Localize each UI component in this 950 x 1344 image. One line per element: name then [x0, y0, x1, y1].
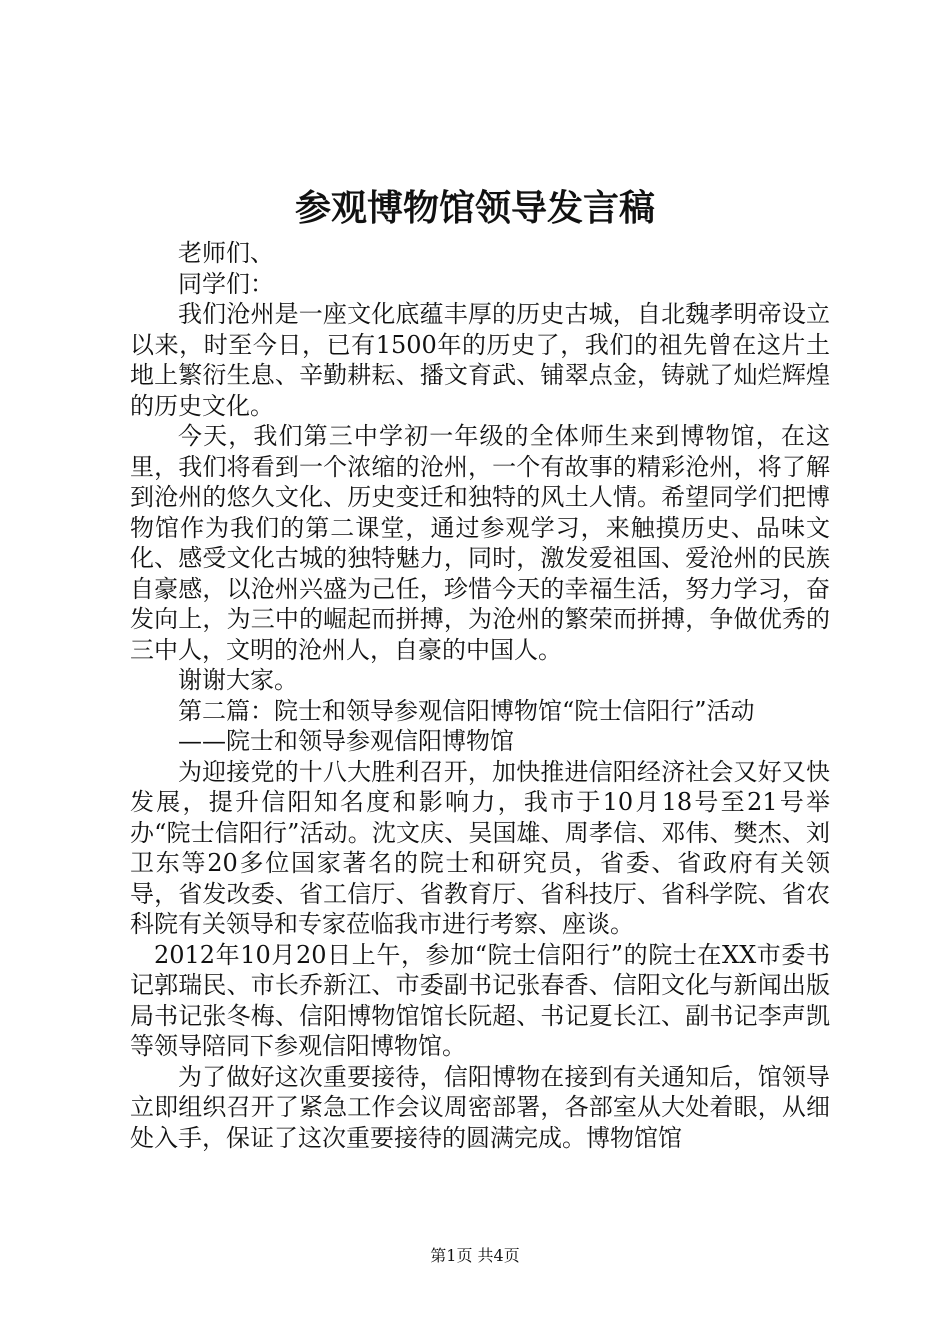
paragraph-event-intro: 为迎接党的十八大胜利召开，加快推进信阳经济社会又好又快发展，提升信阳知名度和影响力，我市于10月18号至21号举办“院士信阳行”活动。沈文庆、吴国雄、周孝信、邓伟、樊杰、刘卫东等20多位国家著名的院士和研究员，省委、省政府有关领导，省发改委、省工信厅、省教育厅、省科技厅、省科学院、省农科院有关领导和专家莅临我市进行考察、座谈。: [130, 757, 830, 938]
paragraph-event-date: 2012年10月20日上午，参加“院士信阳行”的院士在XX市委书记郭瑞民、市长乔新江、市委副书记张春香、信阳文化与新闻出版局书记张冬梅、信阳博物馆馆长阮超、书记夏长江、副书记李声凯等领导陪同下参观信阳博物馆。: [130, 940, 830, 1060]
paragraph-thanks: 谢谢大家。: [178, 666, 298, 694]
section-subheading: ——院士和领导参观信阳博物馆: [178, 727, 514, 755]
document-title: 参观博物馆领导发言稿: [294, 187, 655, 229]
section-heading: 第二篇：院士和领导参观信阳博物馆“院士信阳行”活动: [178, 696, 755, 725]
paragraph-salutation-students: 同学们：: [178, 269, 274, 298]
document-body: [130, 238, 830, 1153]
paragraph-salutation-teachers: 老师们、: [178, 239, 274, 267]
paragraph-reception: 为了做好这次重要接待，信阳博物在接到有关通知后，馆领导立即组织召开了紧急工作会议周密部署，各部室从大处着眼，从细处入手，保证了这次重要接待的圆满完成。博物馆馆: [130, 1062, 830, 1152]
paragraph-museum-visit: 今天，我们第三中学初一年级的全体师生来到博物馆，在这里，我们将看到一个浓缩的沧州，一个有故事的精彩沧州，将了解到沧州的悠久文化、历史变迁和独特的风土人情。希望同学们把博物馆作为我们的第二课堂，通过参观学习，来触摸历史、品味文化、感受文化古城的独特魅力，同时，激发爱祖国、爱沧州的民族自豪感，以沧州兴盛为己任，珍惜今天的幸福生活，努力学习，奋发向上，为三中的崛起而拼搏，为沧州的繁荣而拼搏，争做优秀的三中人，文明的沧州人，自豪的中国人。: [130, 422, 830, 664]
page-footer: 第1页 共4页: [430, 1246, 520, 1265]
paragraph-cangzhou-history: 我们沧州是一座文化底蕴丰厚的历史古城，自北魏孝明帝设立以来，时至今日，已有1500年的历史了，我们的祖先曾在这片土地上繁衍生息、辛勤耕耘、播文育武、铺翠点金，铸就了灿烂辉煌的历史文化。: [130, 300, 830, 420]
